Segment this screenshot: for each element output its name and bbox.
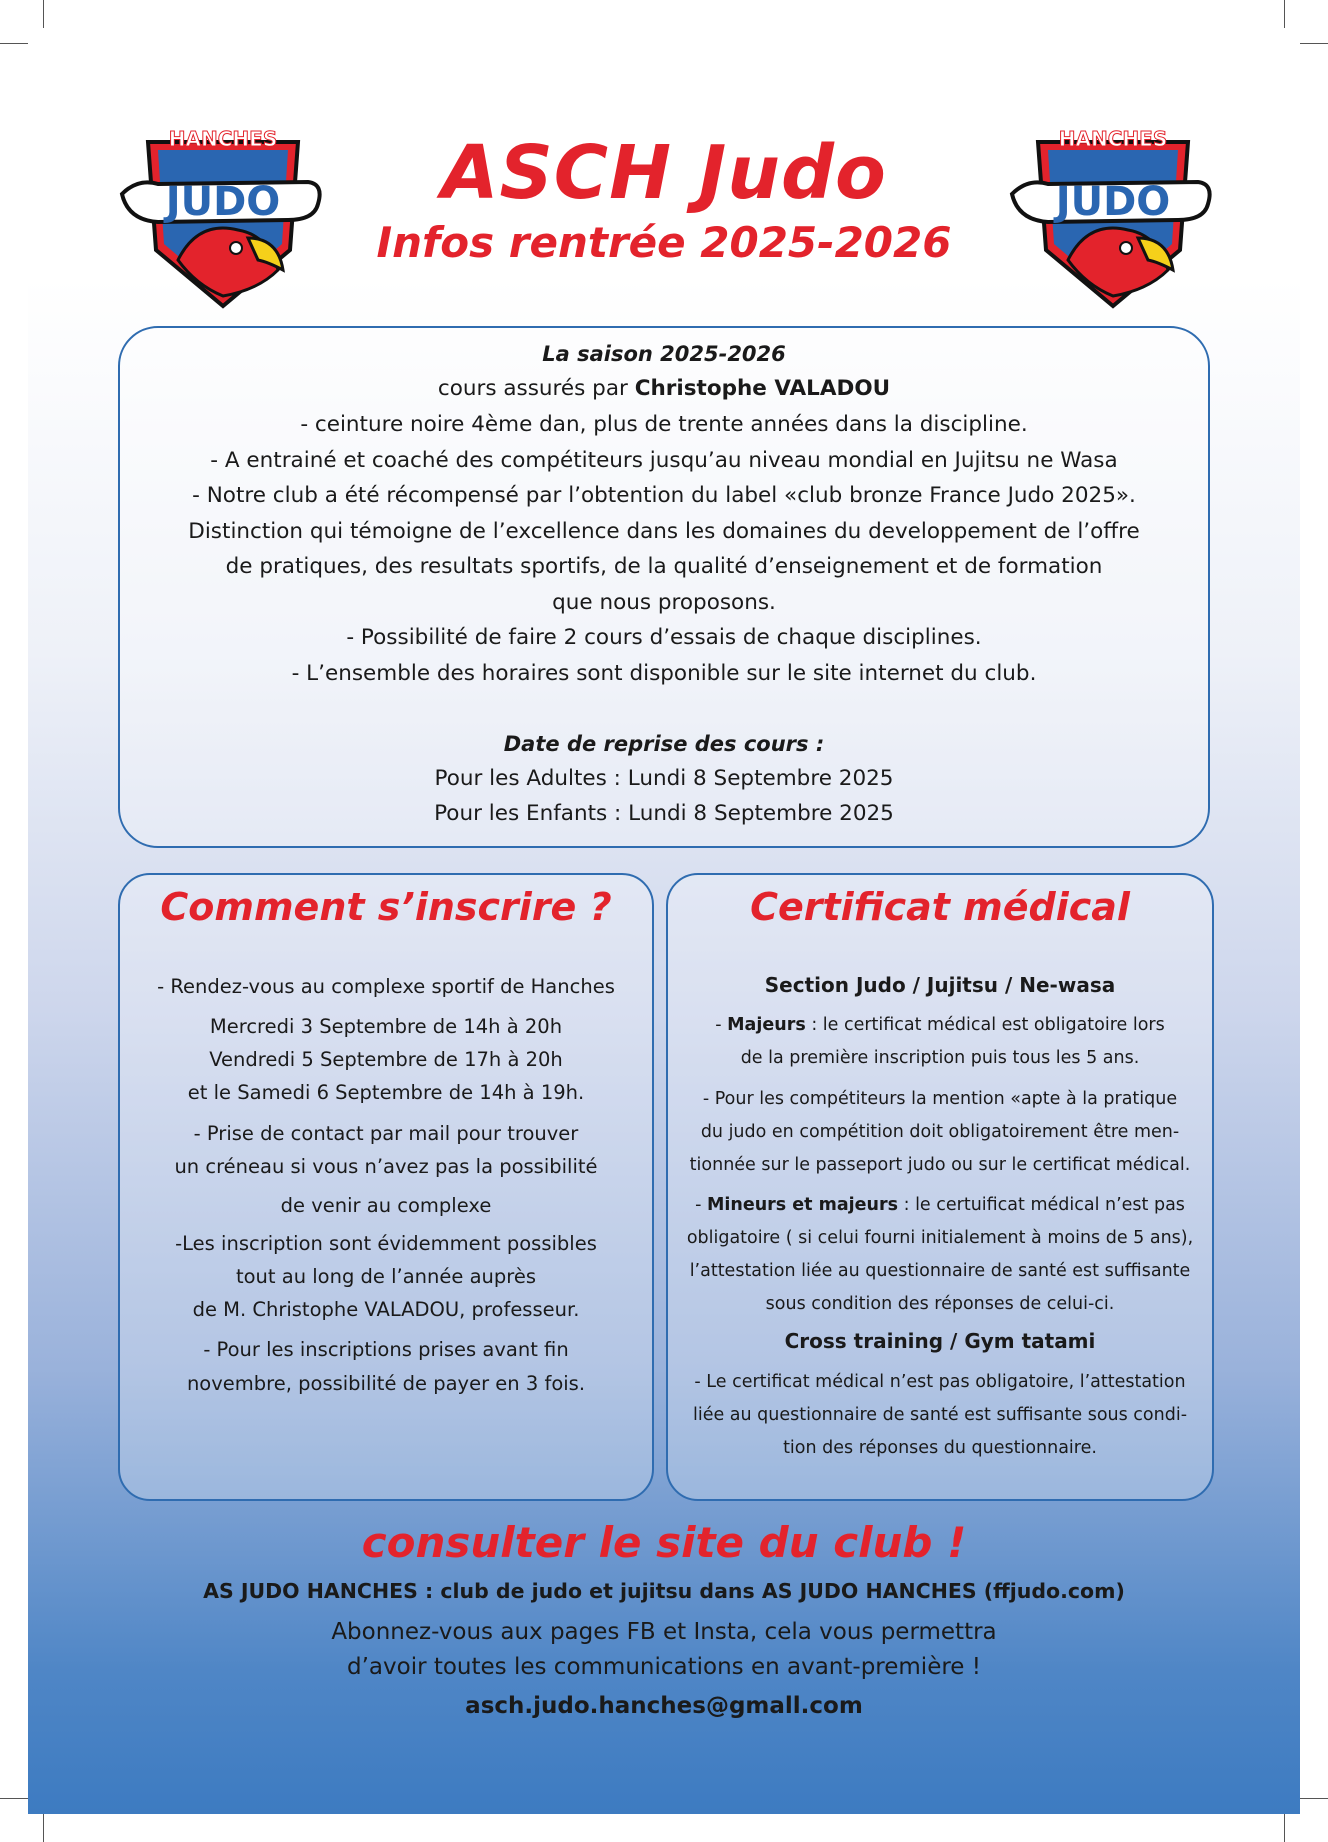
mineurs-text: : le certuificat médical n’est pas [898,1195,1185,1215]
season-line: de pratiques, des resultats sportifs, de la qualité d’enseignement et de formation [225,554,1103,579]
certificat-title: Certificat médical [750,885,1130,929]
certificat-line: liée au questionnaire de santé est suffisante sous condi- [692,1405,1188,1425]
season-heading: La saison 2025-2026 [542,342,786,366]
page-title: ASCH Judo [441,130,887,216]
mineurs-line: - Mineurs et majeurs : le certuificat médical n’est pas [695,1195,1185,1215]
certificat-line: - Pour les compétiteurs la mention «apte à la pratique [702,1089,1178,1109]
inscription-line: - Prise de contact par mail pour trouver [193,1122,579,1145]
season-line: Distinction qui témoigne de l’excellence dans les domaines du developpement de l’offre [188,519,1140,544]
certificat-line: - Le certificat médical n’est pas obligatoire, l’attestation [694,1372,1186,1392]
crop-mark [1298,43,1328,44]
section-cross-heading: Cross training / Gym tatami [784,1329,1096,1353]
inscription-title: Comment s’inscrire ? [160,885,612,929]
inscription-line: de M. Christophe VALADOU, professeur. [192,1298,580,1321]
season-line: - Notre club a été récompensé par l’obtention du label «club bronze France Judo 2025». [192,483,1136,508]
crop-mark [1298,1798,1328,1799]
section-judo-heading: Section Judo / Jujitsu / Ne-wasa [764,973,1116,997]
reprise-adults: Pour les Adultes : Lundi 8 Septembre 2025 [434,766,894,791]
inscription-line: tout au long de l’année auprès [235,1265,537,1288]
season-info-box [118,326,1210,848]
season-line: que nous proposons. [552,590,776,615]
reprise-children: Pour les Enfants : Lundi 8 Septembre 2025 [434,801,894,826]
inscription-box [118,873,654,1501]
coach-line [120,376,1208,401]
certificat-line: du judo en compétition doit obligatoirement être men- [700,1122,1180,1142]
footer-title: consulter le site du club ! [361,1518,967,1567]
season-line: - A entrainé et coaché des compétiteurs jusqu’au niveau mondial en Jujitsu ne Wasa [210,448,1118,473]
certificat-line: obligatoire ( si celui fourni initialement à moins de 5 ans), [686,1228,1194,1248]
inscription-line: Vendredi 5 Septembre de 17h à 20h [209,1048,563,1071]
club-site-link[interactable]: AS JUDO HANCHES : club de judo et jujitsu dans AS JUDO HANCHES (ffjudo.com) [203,1579,1125,1603]
contact-email[interactable]: asch.judo.hanches@gmall.com [465,1693,863,1719]
reprise-heading: Date de reprise des cours : [503,732,825,756]
season-line: - ceinture noire 4ème dan, plus de trente années dans la discipline. [300,412,1028,437]
inscription-line: - Pour les inscriptions prises avant fin [203,1338,569,1361]
crop-mark [0,43,30,44]
social-line: d’avoir toutes les communications en avant-première ! [347,1654,981,1680]
certificat-line: de la première inscription puis tous les 5 ans. [740,1048,1140,1068]
inscription-line: et le Samedi 6 Septembre de 14h à 19h. [187,1081,585,1104]
inscription-line: - Rendez-vous au complexe sportif de Hanches [157,975,615,998]
crop-mark [43,1812,44,1842]
logo-main-text: JUDO [1055,179,1171,225]
page-subtitle: Infos rentrée 2025-2026 [376,218,952,267]
coach-prefix: cours assurés par [437,376,635,401]
mineurs-label: Mineurs et majeurs [706,1195,899,1215]
majeurs-line: - Majeurs : le certificat médical est obligatoire lors [715,1015,1165,1035]
coach-name: Christophe VALADOU [634,376,891,401]
logo-top-text: HANCHES [1058,127,1168,151]
season-line: - Possibilité de faire 2 cours d’essais de chaque disciplines. [346,625,982,650]
certificat-line: tionnée sur le passeport judo ou sur le certificat médical. [689,1155,1191,1175]
certificat-box [666,873,1214,1501]
crop-mark [43,0,44,30]
social-line: Abonnez-vous aux pages FB et Insta, cela vous permettra [331,1619,997,1645]
crop-mark [1284,1812,1285,1842]
majeurs-label: Majeurs [727,1015,806,1035]
certificat-line: sous condition des réponses de celui-ci. [765,1294,1115,1314]
logo-top-text: HANCHES [168,127,278,151]
inscription-line: Mercredi 3 Septembre de 14h à 20h [209,1015,563,1038]
inscription-line: de venir au complexe [280,1194,492,1217]
crop-mark [0,1798,30,1799]
certificat-line: tion des réponses du questionnaire. [783,1438,1097,1458]
logo-main-text: JUDO [165,179,281,225]
crop-mark [1284,0,1285,30]
majeurs-text: : le certificat médical est obligatoire lors [805,1015,1165,1035]
inscription-line: novembre, possibilité de payer en 3 fois. [186,1372,586,1395]
season-line: - L’ensemble des horaires sont disponible sur le site internet du club. [291,661,1037,686]
inscription-line: un créneau si vous n’avez pas la possibilité [174,1155,598,1178]
certificat-line: l’attestation liée au questionnaire de santé est suffisante [689,1261,1191,1281]
inscription-line: -Les inscription sont évidemment possibles [175,1232,597,1255]
